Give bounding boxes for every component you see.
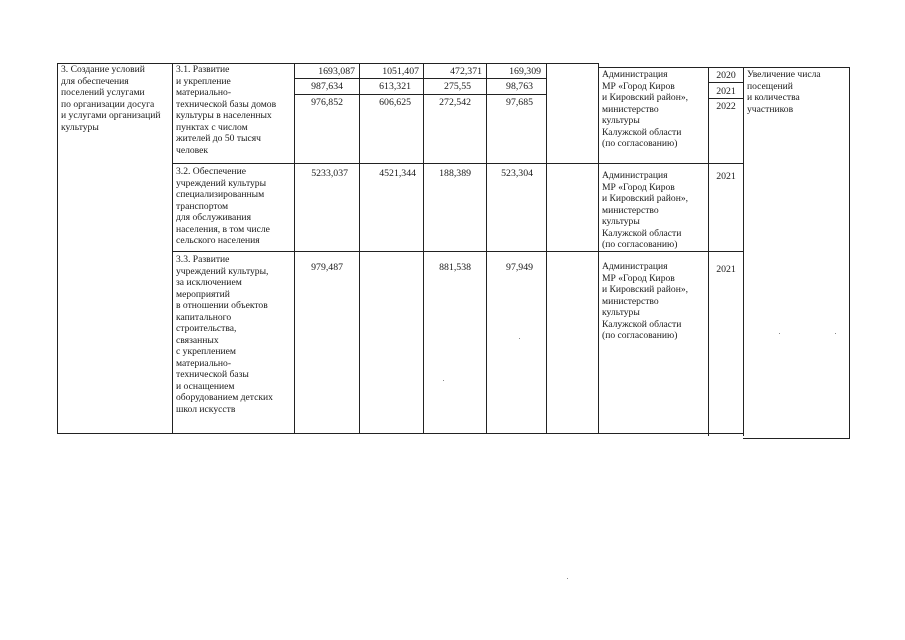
column-divider [486,63,487,434]
subrow-divider [294,78,547,79]
funding-col-3: 169,309 [509,66,541,77]
funding-col-1: 613,321 [379,81,411,92]
task-cell: 3.3. Развитие учреждений культуры, за исключением мероприятий в отношении объектов капитального строительства, связанных с укреплением материально- технической базы и оснащением оборудованием детских школ искусств [176,254,273,415]
objective-cell: 3. Создание условий для обеспечения поселений услугами по организации досуга и услугами организаций культуры [61,64,161,133]
year-cell: 2021 [716,86,736,97]
table-border-right [849,67,850,439]
funding-col-2: 275,55 [444,81,471,92]
year-cell: 2021 [716,171,736,182]
subrow-divider [708,82,743,83]
funding-col-2: 272,542 [439,97,471,108]
funding-total: 5233,037 [311,168,348,179]
funding-col-2: 881,538 [439,262,471,273]
funding-col-2: 472,371 [450,66,482,77]
column-divider [294,63,295,434]
column-divider [546,63,547,434]
year-cell: 2021 [716,264,736,275]
year-cell: 2022 [716,101,736,112]
subrow-divider [708,98,743,99]
scan-speck [567,578,568,579]
table-border-left [57,63,58,434]
scan-speck [835,333,836,334]
executor-cell: Администрация МР «Город Киров и Кировский район», министерство культуры Калужской области (по согласованию) [602,170,689,250]
table-border-top [598,67,849,68]
funding-total: 987,634 [311,81,343,92]
task-cell: 3.2. Обеспечение учреждений культуры специализированным транспортом для обслуживания населения, в том числе сельского населения [176,166,270,246]
task-cell: 3.1. Развитие и укрепление материально- технической базы домов культуры в населенных пунктах с числом жителей до 50 тысяч человек [176,64,277,156]
funding-col-1: 1051,407 [382,66,419,77]
funding-col-3: 523,304 [501,168,533,179]
column-divider [743,67,744,436]
funding-col-1: 4521,344 [379,168,416,179]
table-border-bottom [743,438,849,439]
funding-total: 979,487 [311,262,343,273]
funding-col-3: 98,763 [506,81,533,92]
column-divider [359,63,360,434]
funding-total: 976,852 [311,97,343,108]
column-divider [423,63,424,434]
scan-speck [779,333,780,334]
subrow-divider [294,94,547,95]
scan-speck [519,338,520,339]
row-divider [172,251,743,252]
executor-cell: Администрация МР «Город Киров и Кировский район», министерство культуры Калужской области (по согласованию) [602,69,689,149]
table-border-bottom [57,433,743,434]
funding-col-3: 97,685 [506,97,533,108]
expected-result-cell: Увеличение числа посещений и количества участников [747,69,821,115]
executor-cell: Администрация МР «Город Киров и Кировский район», министерство культуры Калужской области (по согласованию) [602,261,689,341]
funding-col-2: 188,389 [439,168,471,179]
column-divider [598,63,599,434]
year-cell: 2020 [716,70,736,81]
row-divider [172,163,743,164]
funding-total: 1693,087 [318,66,355,77]
scan-speck [443,380,444,381]
funding-col-1: 606,625 [379,97,411,108]
column-divider [172,63,173,434]
funding-col-3: 97,949 [506,262,533,273]
